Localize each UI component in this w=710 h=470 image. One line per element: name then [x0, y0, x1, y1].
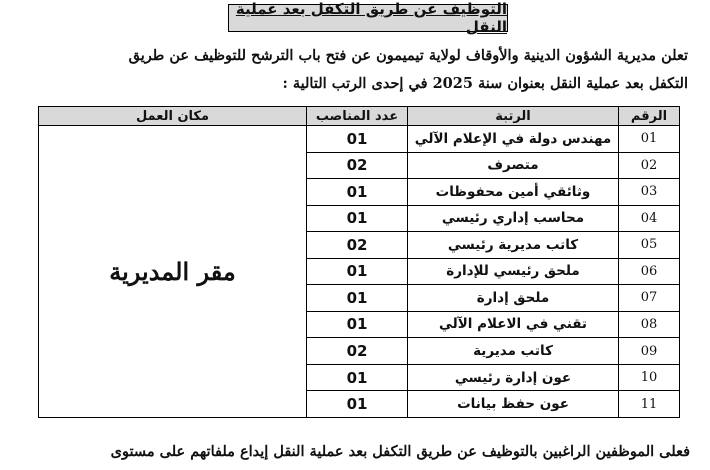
row-positions: 01	[307, 285, 408, 312]
row-number: 02	[619, 152, 680, 179]
header-number: الرقم	[619, 107, 680, 126]
workplace-cell: مقر المديرية	[39, 126, 307, 418]
title-box	[228, 0, 508, 36]
row-positions: 01	[307, 179, 408, 206]
intro-paragraph	[24, 42, 688, 98]
row-positions: 01	[307, 258, 408, 285]
intro-line-1: تعلن مديرية الشؤون الدينية والأوقاف لولاية تيميمون عن فتح باب الترشح للتوظيف عن طريق	[128, 47, 688, 64]
intro-line-2: التكفل بعد عملية النقل بعنوان سنة 2025 في إحدى الرتب التالية :	[282, 75, 688, 92]
row-positions: 01	[307, 364, 408, 391]
row-positions: 02	[307, 152, 408, 179]
row-rank: كاتب مديرية	[408, 338, 619, 365]
row-rank: ملحق رئيسي للإدارة	[408, 258, 619, 285]
row-number: 03	[619, 179, 680, 206]
footer-text: فعلى الموظفين الراغبين بالتوظيف عن طريق التكفل بعد عملية النقل إيداع ملفاتهم على مستوى	[110, 443, 690, 460]
row-number: 06	[619, 258, 680, 285]
row-number: 09	[619, 338, 680, 365]
row-number: 04	[619, 205, 680, 232]
row-positions: 02	[307, 232, 408, 259]
row-rank: ملحق إدارة	[408, 285, 619, 312]
row-positions: 01	[307, 126, 408, 153]
row-rank: مهندس دولة في الإعلام الآلي	[408, 126, 619, 153]
row-positions: 01	[307, 391, 408, 418]
table-row	[39, 126, 680, 153]
row-rank: كاتب مديرية رئيسي	[408, 232, 619, 259]
row-rank: عون إدارة رئيسي	[408, 364, 619, 391]
table-body	[39, 126, 680, 418]
row-number: 07	[619, 285, 680, 312]
row-rank: تقني في الاعلام الآلي	[408, 311, 619, 338]
table-header-row	[39, 107, 680, 126]
row-rank: عون حفظ بيانات	[408, 391, 619, 418]
row-positions: 01	[307, 311, 408, 338]
header-positions: عدد المناصب	[307, 107, 408, 126]
row-number: 01	[619, 126, 680, 153]
footer-paragraph	[18, 440, 690, 464]
row-number: 08	[619, 311, 680, 338]
row-number: 05	[619, 232, 680, 259]
row-number: 10	[619, 364, 680, 391]
header-rank: الرتبة	[408, 107, 619, 126]
ranks-table	[38, 106, 680, 418]
row-positions: 01	[307, 205, 408, 232]
header-workplace: مكان العمل	[39, 107, 307, 126]
row-number: 11	[619, 391, 680, 418]
row-rank: وثائقي أمين محفوظات	[408, 179, 619, 206]
document-title: التوظيف عن طريق التكفل بعد عملية النقل	[235, 0, 507, 36]
row-rank: متصرف	[408, 152, 619, 179]
row-rank: محاسب إداري رئيسي	[408, 205, 619, 232]
row-positions: 02	[307, 338, 408, 365]
